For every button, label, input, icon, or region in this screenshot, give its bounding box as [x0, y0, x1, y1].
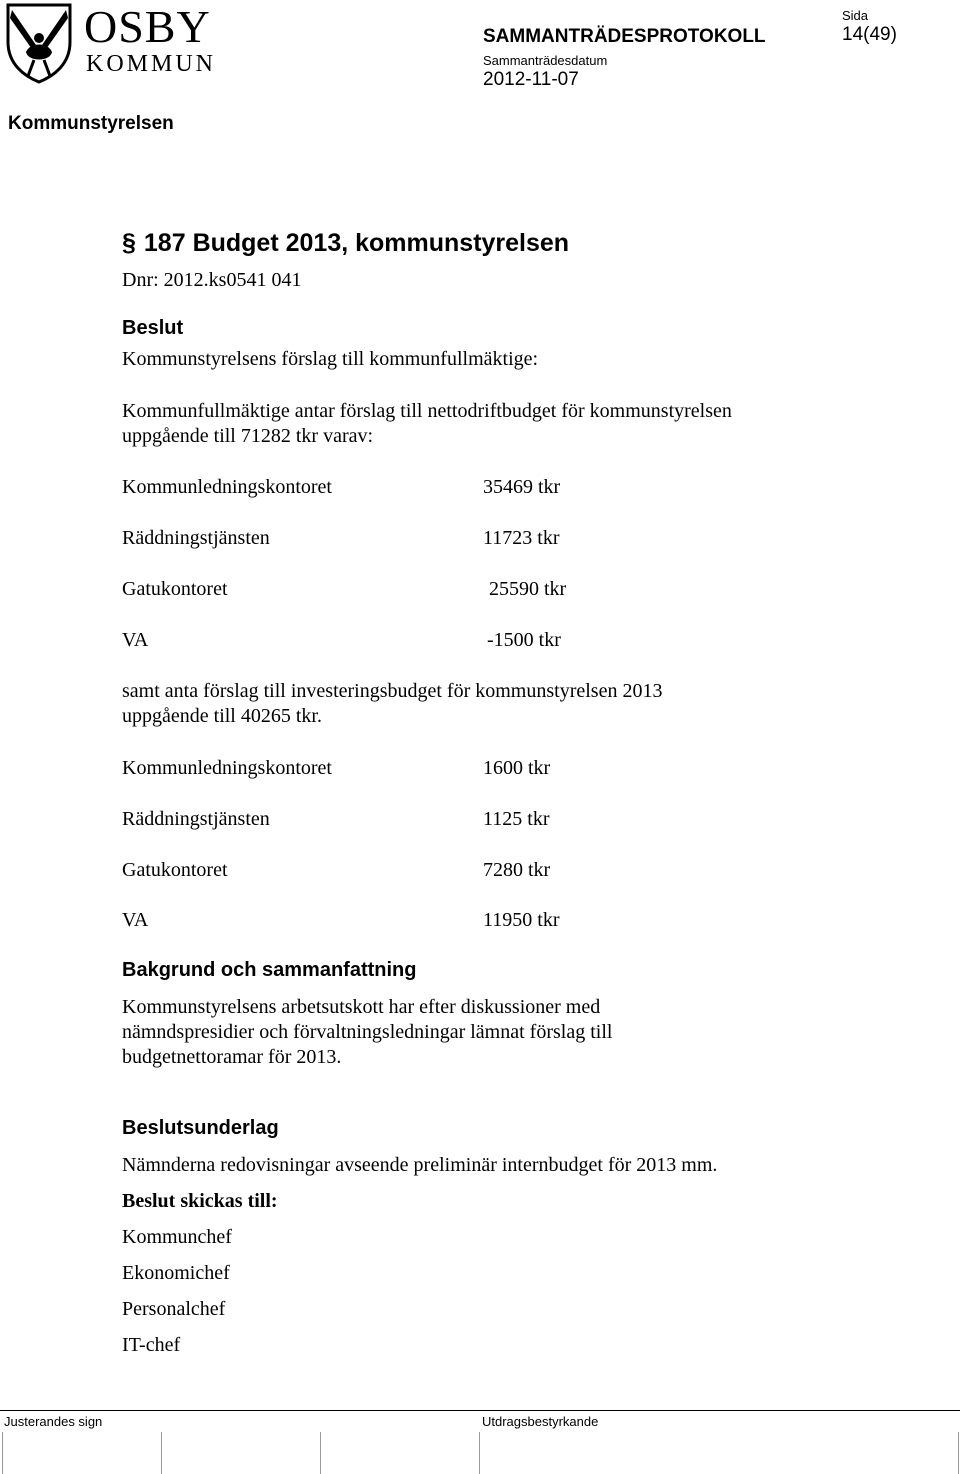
- drift-row-value: 25590 tkr: [489, 578, 567, 600]
- signature-box-divider: [320, 1432, 321, 1474]
- invest-row-label: VA: [122, 909, 149, 931]
- invest-row-label: Gatukontoret: [122, 859, 228, 881]
- decision-paragraph-line-1: Kommunfullmäktige antar förslag till nettodriftbudget för kommunstyrelsen: [122, 400, 732, 422]
- section-title: [122, 229, 569, 258]
- invest-row-value: 1125 tkr: [483, 808, 550, 830]
- investment-paragraph-line-2: uppgående till 40265 tkr.: [122, 705, 322, 727]
- document-type: SAMMANTRÄDESPROTOKOLL: [483, 26, 766, 47]
- committee-name: Kommunstyrelsen: [8, 113, 174, 134]
- adjuster-signature-label: Justerandes sign: [4, 1414, 103, 1429]
- background-heading: Bakgrund och sammanfattning: [122, 959, 417, 981]
- drift-row-value: 11723 tkr: [483, 527, 560, 549]
- extract-certification-label: Utdragsbestyrkande: [482, 1414, 599, 1429]
- investment-paragraph-line-1: samt anta förslag till investeringsbudget för kommunstyrelsen 2013: [122, 680, 663, 702]
- drift-row-label: VA: [122, 629, 149, 651]
- footer-divider: [0, 1410, 960, 1411]
- decision-paragraph-line-2: uppgående till 71282 tkr varav:: [122, 425, 374, 447]
- case-number: Dnr: 2012.ks0541 041: [122, 269, 302, 291]
- distribution-recipient: Ekonomichef: [122, 1262, 230, 1284]
- background-line-3: budgetnettoramar för 2013.: [122, 1046, 342, 1068]
- meeting-date-label: Sammanträdesdatum: [483, 53, 608, 68]
- background-line-2: nämndspresidier och förvaltningsledningar lämnat förslag till: [122, 1021, 613, 1043]
- invest-row-label: Kommunledningskontoret: [122, 757, 332, 779]
- invest-row-value: 11950 tkr: [483, 909, 560, 931]
- drift-row-value: -1500 tkr: [487, 629, 561, 651]
- drift-row-label: Räddningstjänsten: [122, 527, 270, 549]
- invest-row-value: 1600 tkr: [483, 757, 551, 779]
- decision-heading: Beslut: [122, 317, 184, 339]
- basis-heading: Beslutsunderlag: [122, 1117, 279, 1139]
- distribution-recipient: Personalchef: [122, 1298, 226, 1320]
- drift-row-label: Gatukontoret: [122, 578, 228, 600]
- drift-row-label: Kommunledningskontoret: [122, 476, 332, 498]
- page-number: 14(49): [842, 24, 897, 45]
- page-label: Sida: [842, 8, 869, 23]
- osby-coat-of-arms-logo: [4, 2, 74, 84]
- logo-wordmark: OSBY: [84, 1, 211, 52]
- distribution-heading: Beslut skickas till:: [122, 1190, 278, 1212]
- signature-box-divider: [479, 1432, 480, 1474]
- invest-row-value: 7280 tkr: [483, 859, 551, 881]
- paragraph-sign: §: [122, 229, 136, 257]
- distribution-recipient: IT-chef: [122, 1334, 181, 1356]
- background-line-1: Kommunstyrelsens arbetsutskott har efter diskussioner med: [122, 996, 601, 1018]
- section-title-text: 187 Budget 2013, kommunstyrelsen: [143, 229, 570, 257]
- signature-box-divider: [958, 1432, 959, 1474]
- logo-subtitle: KOMMUN: [86, 51, 217, 77]
- drift-row-value: 35469 tkr: [483, 476, 561, 498]
- invest-row-label: Räddningstjänsten: [122, 808, 270, 830]
- signature-box-divider: [2, 1432, 3, 1474]
- distribution-recipient: Kommunchef: [122, 1226, 232, 1248]
- decision-intro: Kommunstyrelsens förslag till kommunfullmäktige:: [122, 348, 539, 370]
- signature-box-divider: [161, 1432, 162, 1474]
- meeting-date: 2012-11-07: [483, 69, 579, 90]
- basis-text: Nämnderna redovisningar avseende preliminär internbudget för 2013 mm.: [122, 1154, 718, 1176]
